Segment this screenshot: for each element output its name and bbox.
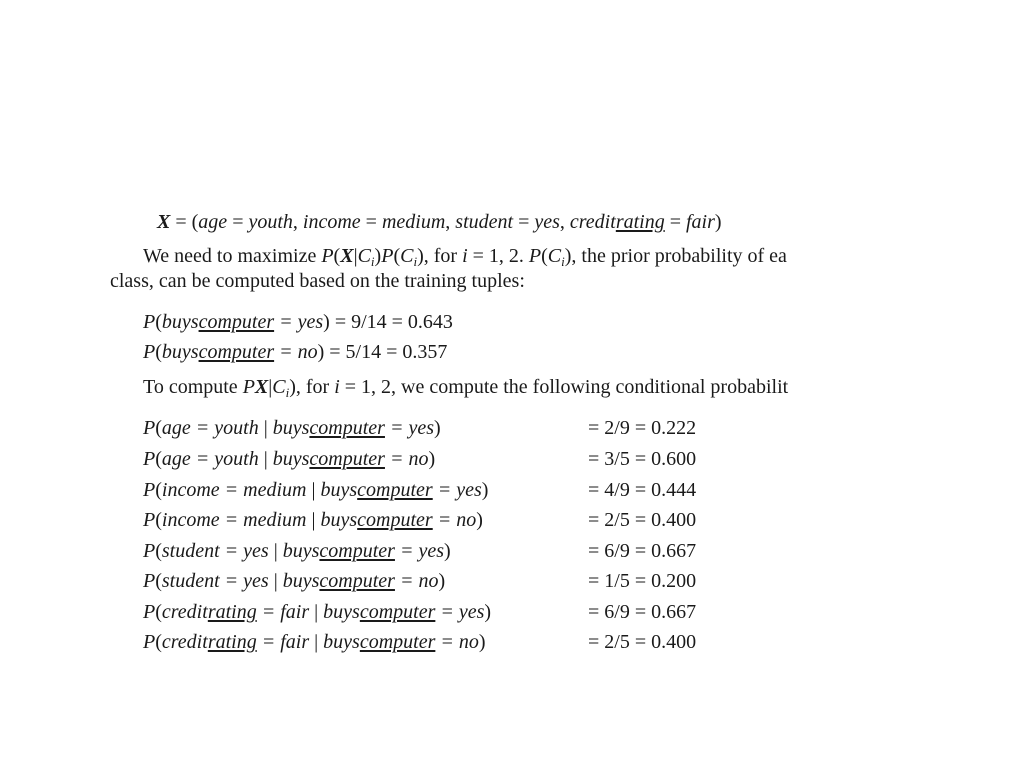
- subscript-i: i: [561, 254, 565, 268]
- cond-attr: credit: [161, 631, 208, 653]
- cond-class: no: [408, 448, 429, 470]
- prob-P: P: [242, 376, 255, 398]
- class-C: C: [400, 245, 414, 267]
- para1-text1: We need to maximize: [143, 245, 322, 267]
- value-medium: medium: [381, 211, 446, 233]
- conditional-lhs: P(age = youth | buyscomputer = yes): [143, 417, 441, 439]
- prior-value: no: [297, 341, 318, 363]
- subscript-i: i: [413, 254, 418, 268]
- cond-class: no: [456, 509, 477, 531]
- value-fair: fair: [686, 211, 715, 233]
- cond-value: yes: [243, 540, 269, 562]
- conditional-result: = 2/5 = 0.400: [588, 509, 697, 531]
- prior-value: yes: [297, 311, 324, 333]
- cond-attr: student: [161, 540, 220, 562]
- value-yes: yes: [534, 211, 560, 233]
- cond-attr: age: [161, 448, 191, 470]
- comma: ,: [559, 211, 570, 233]
- given-bar: |: [353, 245, 358, 267]
- class-C: C: [547, 245, 562, 267]
- cond-attr: credit: [161, 601, 208, 623]
- conditional-lhs: P(student = yes | buyscomputer = no): [143, 570, 446, 592]
- eq-sign: =: [664, 211, 686, 233]
- value-youth: youth: [248, 211, 293, 233]
- cond-value: fair: [280, 601, 310, 623]
- cond-attr-suffix: rating: [207, 631, 257, 653]
- cond-class: yes: [418, 540, 444, 562]
- conditional-lhs: P(income = medium | buyscomputer = yes): [143, 479, 489, 501]
- conditional-result: = 6/9 = 0.667: [588, 601, 697, 623]
- subscript-i: i: [285, 385, 290, 399]
- cond-attr: student: [161, 570, 220, 592]
- conditional-result: = 6/9 = 0.667: [588, 540, 697, 562]
- cond-value: medium: [243, 509, 307, 531]
- cond-attr: age: [161, 417, 191, 439]
- conditional-lhs: P(income = medium | buyscomputer = no): [143, 509, 483, 531]
- cond-value: youth: [214, 417, 259, 439]
- attr-credit: credit: [569, 211, 616, 233]
- cond-value: medium: [243, 479, 307, 501]
- index-i: i: [462, 245, 468, 267]
- conditional-result: = 4/9 = 0.444: [588, 479, 697, 501]
- attr-student: student: [455, 211, 514, 233]
- paragraph-maximize: We need to maximize $P(X|C_i)P(C_i)$, for i = 1, 2. $P(C_i)$, the prior probability of ea: [143, 245, 787, 268]
- conditional-lhs: P(age = youth | buyscomputer = no): [143, 448, 436, 470]
- para2-text1: To compute: [143, 376, 243, 398]
- prior-suffix: computer: [198, 311, 275, 333]
- conditional-lhs: P(creditrating = fair | buyscomputer = yes): [143, 601, 492, 623]
- prior-result: ) = 5/14 = 0.357: [317, 341, 448, 363]
- index-i: i: [334, 376, 340, 398]
- attr-income: income: [302, 211, 361, 233]
- prob-P: P: [381, 245, 394, 267]
- cond-class: yes: [408, 417, 434, 439]
- cond-value: yes: [243, 570, 269, 592]
- attr-age: age: [198, 211, 228, 233]
- eq-sign: =: [227, 211, 249, 233]
- para1-text4: ), the prior probability of ea: [564, 245, 787, 267]
- attr-rating: rating: [615, 211, 665, 233]
- prob-P: P: [321, 245, 334, 267]
- cond-attr-suffix: rating: [207, 601, 257, 623]
- prob-P: P: [528, 245, 542, 267]
- eq-sign: =: [360, 211, 382, 233]
- cond-value: youth: [214, 448, 259, 470]
- paragraph-compute: [143, 375, 966, 399]
- para2-text2: ), for: [289, 376, 335, 398]
- conditional-result: = 2/9 = 0.222: [588, 417, 697, 439]
- conditional-result: = 1/5 = 0.200: [588, 570, 697, 592]
- comma: ,: [445, 211, 456, 233]
- cond-attr: income: [161, 479, 220, 501]
- prior-prefix: buys: [161, 311, 199, 333]
- subscript-i: i: [370, 254, 375, 268]
- given-bar: |: [268, 376, 273, 398]
- prior-yes: P(buyscomputer = yes) = 9/14 = 0.643: [143, 311, 453, 333]
- prior-suffix: computer: [198, 341, 275, 363]
- class-C: C: [272, 376, 286, 398]
- cond-class: yes: [456, 479, 482, 501]
- conditional-result: = 2/5 = 0.400: [588, 631, 697, 653]
- cond-class: no: [418, 570, 439, 592]
- conditional-lhs: P(creditrating = fair | buyscomputer = no): [143, 631, 486, 653]
- paragraph-maximize-line2: [110, 269, 525, 293]
- conditional-result: = 3/5 = 0.600: [588, 448, 697, 470]
- conditional-lhs: P(student = yes | buyscomputer = yes): [143, 540, 451, 562]
- tuple-definition: [157, 210, 722, 234]
- para2-text3: = 1, 2, we compute the following conditional probabilit: [339, 376, 789, 398]
- class-C: C: [357, 245, 371, 267]
- tuple-var: X: [157, 211, 171, 233]
- cond-class: yes: [458, 601, 485, 623]
- var-X: X: [254, 376, 269, 398]
- eq-sign: =: [513, 211, 535, 233]
- prior-prefix: buys: [161, 341, 199, 363]
- prior-no: P(buyscomputer = no) = 5/14 = 0.357: [143, 341, 448, 363]
- para1-text3: = 1, 2.: [467, 245, 529, 267]
- para1-text2: ), for: [417, 245, 463, 267]
- comma: ,: [292, 211, 303, 233]
- tuple-close: ): [714, 211, 722, 233]
- cond-value: fair: [280, 631, 310, 653]
- tuple-open: = (: [170, 211, 199, 233]
- cond-class: no: [458, 631, 479, 653]
- para1-line2-text: class, can be computed based on the training tuples:: [110, 270, 525, 292]
- var-X: X: [340, 245, 354, 267]
- close-paren: ): [374, 245, 382, 267]
- cond-attr: income: [161, 509, 220, 531]
- prior-result: ) = 9/14 = 0.643: [323, 311, 453, 333]
